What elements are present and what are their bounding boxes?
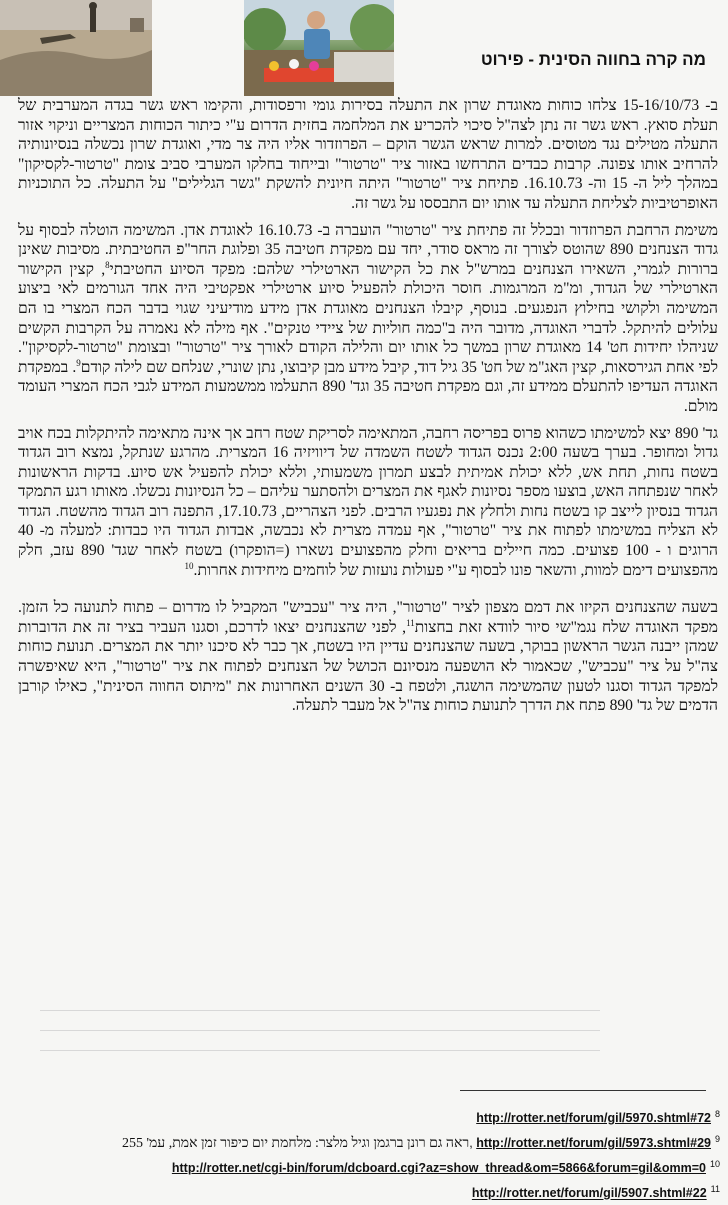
footnote-10: http://rotter.net/cgi-bin/forum/dcboard.cgi?az=show_thread&om=5866&forum=gil&omm=0 $^{10}$	[171, 1159, 720, 1176]
paragraph-3: גד' 890 יצא למשימתו כשהוא פרוס בפריסה רחבה, המתאימה לסריקת שטח רחב אך אינה מתאימה להיתקלות בכח אויב גדול ומחופר. בערך בשעה 2:00 נכנס הגדוד לשטח השמדה של דיוויזיה 16 המצרית. מהרגע שנתקל, נמצא רוב הגדוד בשטח נחות, תחת אש, ללא יכולת אמיתית לבצע תמרון משמעותי, וללא יכולת להפעיל אש סיוע. בדקות הראשונות לאחר שנפתחה האש, בוצעו מספר נסיונות לאגף את המצרים ולהסתער עליהם – כל הנסיונות נכשלו. מאותו רגע התמקד הגדוד בנסיון לייצב קו בשטח נחות ולחלץ את נפגעיו הרבים. לפני הצהריים, 17.10.73, התפנה רוב הגדוד מהשטח. הגדוד לא הצליח במשימתו לפתוח את ציר "טרטור", אף עמדה מצרית לא נכבשה, אבדות הגדוד היו כבדות: למעלה מ- 40 הרוגים ו - 100 פצועים. כמה חיילים בריאים וחלק מהפצועים נשארו (=הופקרו) בשטח לאחר שגד' 890 עזב, חלק מהפצועים דימם למוות, והשאר פונו לבסוף ע"י פעולות נועזות של לוחמים מיחידות אחרות.$^{10}$	[18, 424, 718, 579]
footnote-link[interactable]: http://rotter.net/forum/gil/5970.shtml#72	[476, 1111, 711, 1126]
footnote-link[interactable]: http://rotter.net/forum/gil/5973.shtml#29	[476, 1136, 711, 1151]
footnote-8: http://rotter.net/forum/gil/5970.shtml#72 $^8$	[476, 1109, 720, 1126]
footnote-ref-11: 11	[406, 617, 415, 628]
desert-soldiers-photo	[0, 0, 152, 96]
faint-line	[40, 1010, 600, 1011]
paragraph-4: בשעה שהצנחנים הקיזו את דמם מצפון לציר "טרטור", היה ציר "עכביש" המקביל לו מדרום – פתוח לתנועה כל הזמן. מפקד האוגדה שלח נגמ"שי סיור לוודא זאת בחצות$^{11}$, לפני שהצנחנים יצאו לדרכם, וסגנו העביר בציר זה את הדוברות שמהן ייבנה הגשר הראשון בבוקר, בשעה שהצנחנים עדיין היו בשטח, אך כבר לא סיכנו יותר את המצרים. תנועת כוחות צה"ל על ציר "עכביש", שכאמור לא הושפעה מנסיונם הכושל של הצנחנים לפתוח את ציר "טרטור", היא שאיפשרה למפקד הגדוד וסגנו לטעון שהמשימה הושגה, ולטפח ב- 30 השנים האחרונות את "מיתוס החווה הסינית", כאילו קורבן הדמים של גד' 890 פתח את הדרך לתנועת כוחות צה"ל אל מעבר לתעלה.	[18, 599, 718, 715]
footnote-link[interactable]: http://rotter.net/forum/gil/5907.shtml#22	[471, 1186, 707, 1201]
page-title: מה קרה בחווה הסינית - פירוט	[480, 50, 706, 69]
footnote-text: ראה גם רונן ברגמן וגיל מלצר: מלחמת יום כיפור זמן אמת, עמ' 255	[121, 1136, 470, 1152]
footnote-11: http://rotter.net/forum/gil/5907.shtml#22 $^{11}$	[471, 1184, 720, 1201]
memorial-grave-photo	[244, 0, 394, 96]
footnote-ref-10: 10	[184, 560, 194, 571]
paragraph-1: ב- 15-16/10/73 צלחו כוחות מאוגדת שרון את התעלה בסירות גומי ורפסודות, והקימו ראש גשר בגדה המערבית של תעלת סואץ. ראש גשר זה נתן לצה"ל סיכוי להכריע את המלחמה בחזית הדרום ע"י כיתור הכוחות המצריים וניקוי אזור התעלה מטילים נגד מטוסים. למרות שראש הגשר הוקם – הפרוזדור אליו היה צר מדי, ואוגדת שרון נכשלה בנסיונותיה להרחיב אותו צפונה. קרבות כבדים התרחשו באזור ציר "טרטור" ובייחוד בחלקו המערבי סביב צומת "טרטור-לקסיקון" במהלך ליל ה- 15 וה- 16.10.73. פתיחת ציר "טרטור" היתה חיונית להשקת "גשר הגלילים" על התעלה. כל התוכניות האופרטיביות לצליחת התעלה עד אותו יום התבססו על גשר זה.	[18, 97, 719, 212]
paragraph-2: משימת הרחבת הפרוזדור ובכלל זה פתיחת ציר "טרטור" הועברה ב- 16.10.73 לאוגדת אדן. המשימה הוטלה לבסוף על גדוד הצנחנים 890 שהוטס לצורך זה מראס סודר, יחד עם מפקדת חטיבה 35 ופלוגת החר"פ החטיבתית. מסיבות שאינן ברורות לגמרי, השאירו הצנחנים במרש"ל את כל הקישור הארטילרי שלהם: מפקד הסיוע החטיבתי$^8$, קצין הקישור הארטילרי של הגדוד, ומ"מ המרגמות. חוסר היכולת להפעיל סיוע ארטילרי אפקטיבי היה אחד הגורמים לאי ביצוע המשימה ולקושי בחילוץ הנפגעים. בנוסף, קיבלו הצנחנים מאוגדת אדן מידע מודיעיני שגוי בדבר הכח המצרי בו הם עלולים להיתקל. לדברי האוגדה, מדובר היה ב"כמה חוליות של ציידי טנקים". אף מילה לא נאמרה על הקרבות הקשים שניהלו יחידות חט' 14 מאוגדת שרון במשך כל אותו יום והלילה הקודם לאורך ציר "טרטור" ובצומת "טרטור-לקסיקון". לפי אחת הגירסאות, קצין האג"מ של חט' 35 גיל דוד, קיבל מידע מבן קיבוצו, נתן שונרי, שנלחם שם לילה קודם$^9$. במפקדת האוגדה העדיפו להתעלם ממידע זה, וגם מפקדת חטיבה 35 וגד' 890 התעלמו ממשמעות המידע לגבי הכח המצרי העומד מולם.	[18, 221, 719, 415]
footnote-link[interactable]: http://rotter.net/cgi-bin/forum/dcboard.cgi?az=show_thread&om=5866&forum=gil&omm=0	[171, 1161, 706, 1176]
footnote-9: ראה גם רונן ברגמן וגיל מלצר: מלחמת יום כיפור זמן אמת, עמ' 255, http://rotter.net/forum/gil/5973.shtml#29 $^9$	[121, 1134, 720, 1152]
footnotes	[20, 1104, 720, 1205]
footnote-ref-9: 9	[76, 357, 81, 368]
faint-line	[40, 1050, 600, 1051]
article-body	[18, 96, 718, 723]
footnote-separator	[460, 1090, 706, 1091]
faint-line	[40, 1030, 600, 1031]
footnote-ref-8: 8	[105, 259, 110, 270]
